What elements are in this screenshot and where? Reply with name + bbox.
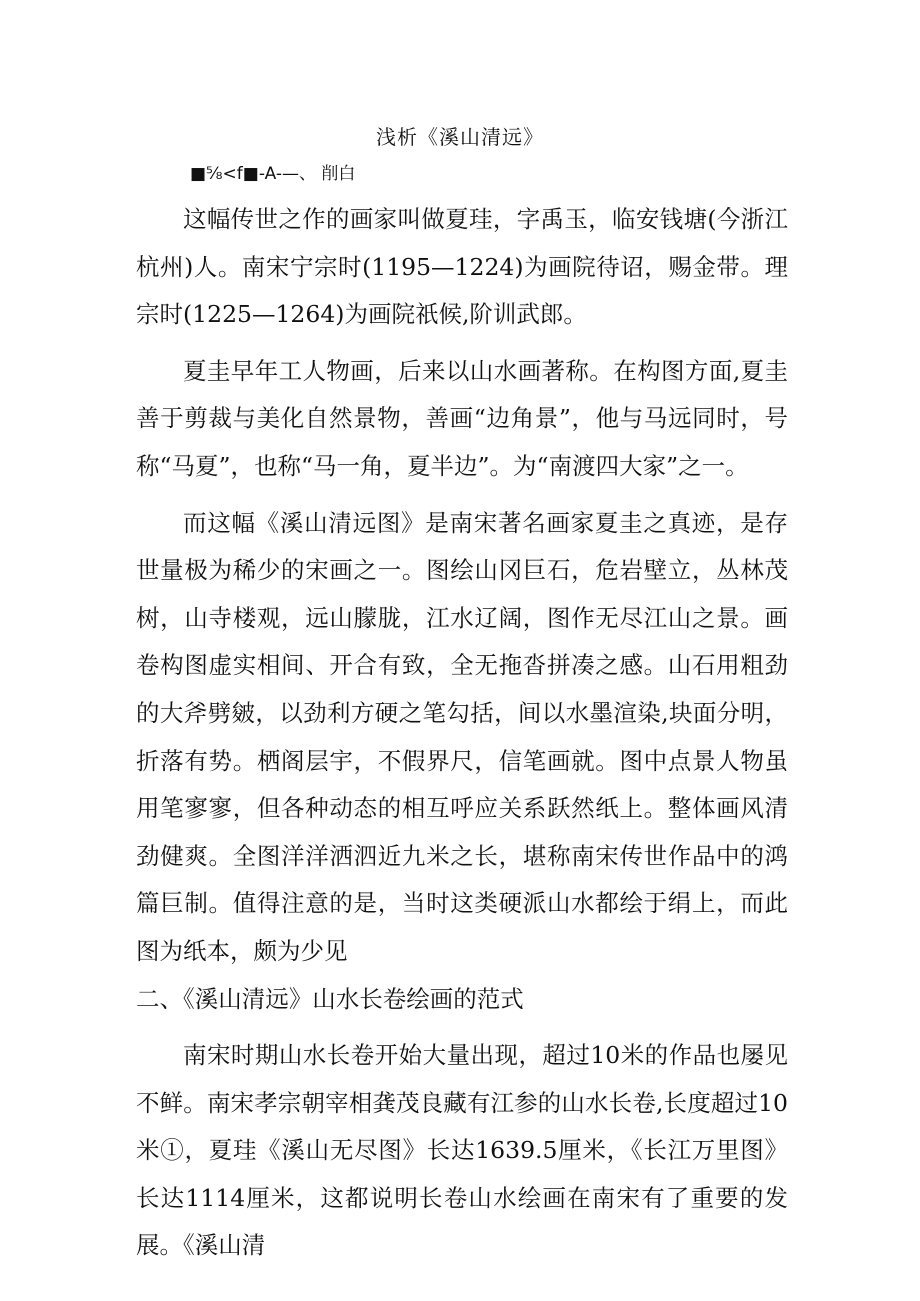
paragraph-long-scroll: 南宋时期山水长卷开始大量出现，超过10米的作品也屡见不鲜。南宋孝宗朝宰相龚茂良藏有江参的山水长卷,长度超过10米①，夏珪《溪山无尽图》长达1639.5厘米，《长江万里图》长达1114厘米，这都说明长卷山水绘画在南宋有了重要的发展。《溪山清	[136, 1041, 788, 1260]
paragraph-painting-description: 而这幅《溪山清远图》是南宋著名画家夏圭之真迹，是存世量极为稀少的宋画之一。图绘山冈巨石，危岩壁立，丛林茂树，山寺楼观，远山朦胧，江水辽阔，图作无尽江山之景。画卷构图虚实相间、开合有致，全无拖沓拼凑之感。山石用粗劲的大斧劈皴，以劲利方硬之笔勾括，间以水墨渲染,块面分明，折落有势。栖阁层宇，不假界尺，信笔画就。图中点景人物虽用笔寥寥，但各种动态的相互呼应关系跃然纸上。整体画风清劲健爽。全图洋洋洒泗近九米之长，堪称南宋传世作品中的鸿篇巨制。值得注意的是，当时这类硬派山水都绘于绢上，而此图为纸本，颇为少见	[136, 508, 788, 965]
paragraph-xia-gui-style: 夏圭早年工人物画，后来以山水画著称。在构图方面,夏圭善于剪裁与美化自然景物，善画“边角景”，他与马远同时，号称“马夏”，也称“马一角，夏半边”。为“南渡四大家”之一。	[136, 356, 788, 480]
document-title: 浅析《溪山清远》	[376, 125, 544, 149]
section-label-garbled: ■⅝<f■-A-—、 削白	[190, 164, 356, 184]
document-body	[136, 196, 788, 1270]
section-heading: 二、《溪山清远》山水长卷绘画的范式	[136, 984, 524, 1013]
paragraph-painter-bio: 这幅传世之作的画家叫做夏珪，字禹玉，临安钱塘(今浙江杭州)人。南宋宁宗时(1195—1224)为画院待诏，赐金带。理宗时(1225—1264)为画院祇候,阶训武郎。	[136, 205, 788, 329]
